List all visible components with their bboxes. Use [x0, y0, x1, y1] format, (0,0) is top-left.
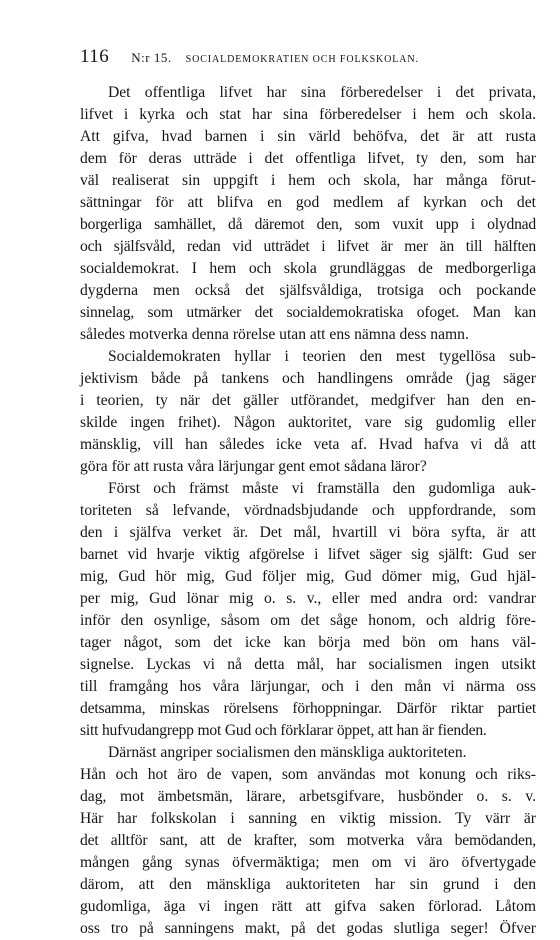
running-title: SOCIALDEMOKRATIEN OCH FOLKSKOLAN.: [185, 54, 419, 65]
text-line: sitt hufvudangrepp mot Gud och förklarar öppet, att han är fienden.: [80, 722, 487, 739]
text-line: mången gång synas öfvermäktiga; men om vi äro öfvertygade: [80, 854, 536, 871]
text-line: den i själfva verket är. Det mål, hvartill vi böra syfta, är att: [80, 524, 536, 541]
text-line: Därnäst angriper socialismen den mänskliga auktoriteten.: [108, 744, 467, 761]
text-line: därom, att den mänskliga auktoriteten har sin grund i den: [80, 876, 536, 893]
text-line: gudomliga, äga vi ingen rätt att gifva saken förlorad. Låtom: [80, 898, 536, 915]
text-line: således motverka denna rörelse utan att ens nämna dess namn.: [80, 326, 469, 343]
text-line: dem för deras utträde i det offentliga lifvet, ty den, som har: [80, 150, 536, 167]
text-line: Socialdemokraten hyllar i teorien den mest tygellösa sub-: [108, 348, 536, 365]
text-line: tager något, som det icke kan börja med bön om hans väl-: [80, 634, 536, 651]
text-line: Här har folkskolan i sanning en viktig mission. Ty värr är: [80, 810, 536, 827]
text-line: Hån och hot äro de vapen, som användas mot konung och riks-: [80, 766, 536, 783]
text-line: väl realiserat sin uppgift i hem och skola, har många förut-: [80, 172, 536, 189]
text-line: toriteten så lefvande, vördnadsbjudande och uppfordrande, som: [80, 502, 536, 519]
text-line: dygderna men också det själfsvåldiga, trotsiga och pockande: [80, 282, 536, 299]
text-line: mig, Gud hör mig, Gud följer mig, Gud dömer mig, Gud hjäl-: [80, 568, 536, 585]
text-line: jektivism både på tankens och handlingens område (jag säger: [80, 370, 536, 387]
text-line: lifvet i kyrka och stat har sina förberedelser i hem och skola.: [80, 106, 536, 123]
text-line: i teorien, ty när det gäller utförandet, medgifver han den en-: [80, 392, 536, 409]
text-line: Att gifva, hvad barnen i sin värld behöfva, det är att rusta: [80, 128, 536, 145]
text-line: mänsklig, vill han således icke veta af. Hvad hafva vi då att: [80, 436, 536, 453]
text-line: sättningar för att blifva en god medlem af kyrkan och det: [80, 194, 536, 211]
text-line: skilde ingen frihet). Någon auktoritet, vare sig gudomlig eller: [80, 414, 536, 431]
text-line: och själfsvåld, redan vid utträdet i lifvet är mer än till hälften: [80, 238, 536, 255]
text-line: Det offentliga lifvet har sina förberedelser i det privata,: [108, 84, 536, 101]
text-line: socialdemokrat. I hem och skola grundläggas de medborgerliga: [80, 260, 536, 277]
text-line: barnet vid hvarje viktig afgörelse i lifvet säger sig själft: Gud ser: [80, 546, 536, 563]
text-line: per mig, Gud lönar mig o. s. v., eller med andra ord: vandrar: [80, 590, 536, 607]
text-line: dag, mot ämbetsmän, lärare, arbetsgifvare, husbönder o. s. v.: [80, 788, 536, 805]
page-number: 116: [80, 46, 110, 67]
text-line: signelse. Lyckas vi nå detta mål, har socialismen ingen utsikt: [80, 656, 536, 673]
text-line: borgerliga samhället, då däremot den, som vuxit upp i olydnad: [80, 216, 536, 233]
text-line: till framgång hos våra lärjungar, och i den mån vi närma oss: [80, 678, 536, 695]
text-line: göra för att rusta våra lärjungar gent emot sådana läror?: [80, 458, 427, 475]
issue-number: N:r 15.: [131, 50, 172, 65]
body-text: [80, 82, 536, 940]
text-line: oss tro på sanningens makt, på det godas slutliga seger! Öfver: [80, 920, 536, 937]
text-line: detsamma, minskas rörelsens förhoppningar. Därför riktar partiet: [80, 700, 536, 717]
page-header: [80, 46, 540, 68]
text-line: Först och främst måste vi framställa den gudomliga auk-: [108, 480, 536, 497]
text-line: inför den osynlige, såsom om det såge honom, och aldrig före-: [80, 612, 536, 629]
text-line: det alltför sant, att de krafter, som motverka våra bemödanden,: [80, 832, 536, 849]
text-line: sinnelag, som utmärker det socialdemokratiska ofoget. Man kan: [80, 304, 536, 321]
